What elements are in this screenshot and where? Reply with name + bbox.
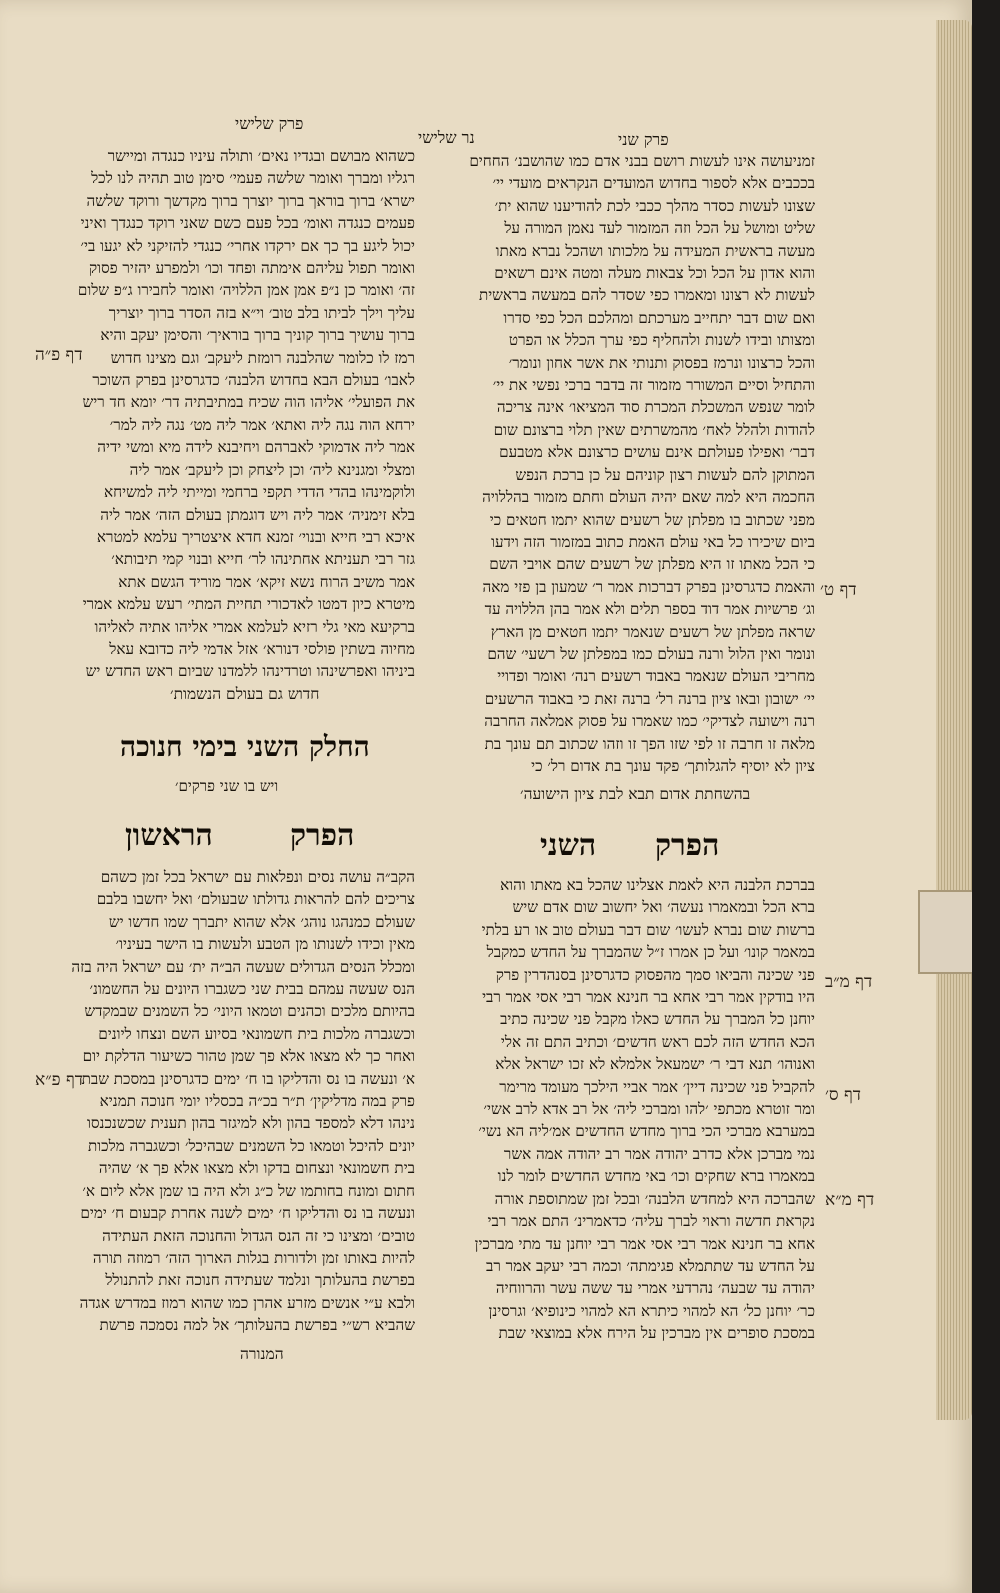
text-line: ומכלל הנסים הגדולים שעשה הב״ה ית׳ עם ישראל היה בזה [71, 957, 415, 976]
text-line: וג׳ פרשיות אמר דוד בספר תלים ולא אמר בהן הללויה עד [484, 600, 815, 619]
perek-heading-left-word-b: הראשון [125, 818, 213, 853]
text-line: במאמר קונו׳ ועל כן אמרו ז״ל שהמברך על החדש כמקבל [486, 943, 815, 962]
text-line: גזר רבי תעניתא אחתינהו לר׳ חייא ובנוי קמי תיבותא׳ [111, 550, 415, 569]
right-column-top [445, 150, 815, 777]
text-line: ישרא׳ ברוך בוראך ברוך יוצרך ברוך מקדשך ורוקד שלשה [86, 191, 415, 210]
section-title: החלק השני בימי חנוכה [120, 730, 370, 763]
text-line: ואם שום דבר יתחייב מערכתם ומהלכם הכל כפי סדרו [503, 308, 815, 327]
text-line: זה׳ ואומר כן נ״פ אמן אמן הללויה׳ ואומר לחבירו ג״פ שלום [77, 281, 415, 300]
text-line: שליט ומושל על הכל וזה המזמור לעד נאמן המורה על [504, 219, 815, 238]
margin-note: דף ס׳ [825, 1085, 861, 1105]
text-line: החכמה היא למה שאם יהיה העולם וחתם מזמור בהללויה [482, 488, 815, 507]
text-line: אמר ליה אדמוקי לאברהם ויחיבנא לידה מיא ומשי ידיה [97, 438, 415, 457]
text-line: יהודה עד שבעה׳ נהרדעי אמרי עד ששה עשר והרווחיה [495, 1279, 815, 1298]
text-line: מיטרא כיון דמטו לאדכורי תחיית המתי׳ רעש עלמא אמרי [82, 595, 415, 614]
left-column-bottom-closing-line: המנורה [240, 1345, 284, 1363]
text-line: לאבו׳ בעולם הבא בחדוש הלבנה׳ כדגרסינן בפרק השוכר [92, 371, 415, 390]
text-line: להיות באותו זמן ולדורות בגלות הארוך הזה׳ רמוזה תורה [92, 1248, 415, 1267]
right-column-bottom [445, 874, 815, 1345]
text-line: מחיוה בשתין פולסי דנורא׳ אזל אדמי ליה כדובא עאל [109, 639, 415, 658]
right-column-closing-line: בהשחתת אדום תבא לבת ציון הישועה׳ [520, 785, 751, 803]
text-line: נמי מברכן אלא כדרב יהודה אמר רב יהודה אמה אשר [503, 1144, 815, 1163]
text-line: איכא רבי חייא ובנוי׳ זמנא חדא איצטריך עלמא למטרא [96, 527, 415, 546]
perek-heading-right-word-a: הפרק [655, 828, 720, 863]
page-edges [936, 20, 972, 1420]
text-line: לעשות לא רצונו ומאמרו כפי שסדר להם במעשה בראשית [478, 286, 815, 305]
text-line: בהיותם מלכים וכהנים וטמאו היוני׳ כל השמנים שבמקדש [84, 1002, 415, 1021]
perek-heading-right-word-b: השני [540, 828, 597, 863]
clip-tab [918, 890, 972, 974]
text-line: מפני שכתוב בו מפלתן של רשעים שהוא יתמו חטאים כי [489, 510, 815, 529]
text-line: זמניעושה אינו לעשות רושם בבני אדם כמו שהושבנ׳ החחים [469, 152, 815, 170]
text-line: רגליו ומברך ואומר שלשה פעמי׳ סימן טוב תהיה לנו לכל [91, 169, 415, 188]
text-line: יי׳ ישובון ובאו ציון ברנה רל׳ ברנה זאת כי באבוד הרשעים [484, 689, 815, 708]
text-line: היו בודקין אמר רבי אחא בר חנינא אמר רבי אסי אמר רבי [482, 988, 815, 1007]
text-line: ונעשה בו נס והדליקו ח׳ ימים לשנה אחרת קבעום ח׳ ימים [80, 1204, 415, 1223]
text-line: עליך וילך לביתו בלב טוב׳ וי״א בזה הסדר ברוך יוצריך [108, 303, 415, 322]
running-header-left: פרק שלישי [235, 114, 304, 133]
text-line: רנה וישועה לצדיקי׳ כמו שאמרו על פסוק אמלאה החרבה [484, 712, 815, 731]
left-column-bottom [70, 866, 415, 1337]
text-line: רמז לו כלומר שהלבנה רומזת ליעקב׳ וגם מצינו חדוש [110, 348, 415, 367]
text-line: ואנוהו׳ תנא דבי ר׳ ישמעאל אלמלא לא זכו ישראל אלא [495, 1055, 815, 1074]
text-line: ואחר כך לא מצאו אלא פך שמן טהור כשיעור הדלקת יום [82, 1047, 415, 1066]
text-line: ברקיעא מאי גלי רזיא לעלמא אמרי אליהו אתיה לאליהו [94, 617, 415, 636]
text-line: יוחנן כל המברך על החדש כאלו מקבל פני שכינה כתיב [500, 1010, 815, 1029]
text-line: הנס שעשה עמהם בבית שני כשגברו היונים על החשמונ׳ [89, 980, 415, 999]
left-column-closing-line: חדוש גם בעולם הנשמות׳ [170, 685, 320, 703]
text-line: פעמים כנגדה ואומ׳ בכל פעם כשם שאני רוקד כנגדך ואיני [80, 214, 415, 233]
text-line: פרק במה מדליקין׳ ת״ר בכ״ה בכסליו יומי חנוכה תמניא [99, 1092, 415, 1111]
text-line: לומר שנפש המשכלת המכרת סוד המציאו׳ אינה צריכה [496, 398, 815, 417]
text-line: ביניהו ואפרשינהו וטרדינהו ללמדנו שביום ראש החדש יש [85, 662, 415, 681]
text-line: צריכים להם להראות גדולתו שבעולם׳ ואל יחשבו בלבם [96, 890, 415, 909]
running-header-center: נר שלישי [418, 128, 475, 147]
text-line: הכא החדש הזה לכם ראש חדשים׳ וכתיב התם זה אלי [500, 1032, 815, 1051]
text-line: מלאה זו חרבה זו לפי שזו הפך זו וזהו שכתוב תם עונך בת [484, 734, 815, 753]
text-line: ביום שיכירו כל באי עולם האמת כתוב במזמור הזה וידעו [491, 532, 815, 551]
text-line: ציון לא יוסיף להגלותך׳ פקד עונך בת אדום רל׳ כי [531, 756, 815, 775]
text-line: ומצותו ובידו לשנות ולהחליף כפי ערך הכלל או הפרט [508, 331, 815, 350]
text-line: ונומר ואין הלול ורנה בעולם כמו במפלתן של רשעי׳ שהם [487, 644, 815, 663]
text-line: והתחיל וסיים המשורר מזמור זה בדבר ברכי נפשי את יי׳ [492, 376, 815, 395]
margin-note: דף מ״ב [825, 972, 873, 992]
text-line: דבר׳ ואפילו פעולתם אינם עושים כרצונם אלא מטבעם [499, 443, 815, 462]
text-line: ואומר תפול עליהם אימתה ופחד וכו׳ ולמפרע יהזיר פסוק [88, 259, 415, 278]
text-line: נינהו דלא למספד בהון ולא למיגזר בהון תענית שכשנכנסו [87, 1114, 415, 1133]
text-line: מאין וכידו לשנותו מן הטבע ולעשות בו הישר בעיניו׳ [115, 935, 415, 954]
text-line: שהביא רש״י בפרשת בהעלותך׳ אל למה נסמכה פרשת [99, 1316, 415, 1335]
text-line: שהברכה היא למחדש הלבנה׳ ובכל זמן שמתוספת אורה [494, 1189, 815, 1208]
running-header-right: פרק שני [618, 130, 669, 149]
text-line: כשהוא מבושם ובגדיו נאים׳ ותולה עיניו כנגדה ומיישר [107, 147, 415, 165]
left-column-top [70, 145, 415, 683]
text-line: והכל כרצונו ונרמז בפסוק ותנותי את אשר אחון ונומר׳ [508, 353, 815, 372]
text-line: להקביל פני שכינה דיין׳ אמר אביי הילכך מעומד מרימר [499, 1077, 815, 1096]
text-line: יכול ליגע בך כך אם ירקדו אחרי׳ כנגדי להזיקני לא יגעו בי׳ [80, 236, 415, 255]
text-line: במסכת סופרים אין מברכין על הירח אלא במוצאי שבת [498, 1324, 815, 1343]
text-line: וכשגברה מלכות בית חשמונאי בסיוע השם ונצחו ליונים [98, 1024, 415, 1043]
text-line: מחריבי העולם שנאמר באבוד רשעים רנה׳ ואומר ופדויי [497, 667, 815, 686]
text-line: והוא אדון על הכל וכל צבאות מעלה ומטה אינם רשאים [494, 264, 815, 283]
text-line: אמר משיב הרוח נשא זיקא׳ אמר מוריד הגשם אתא [118, 572, 415, 591]
margin-note: דף מ״א [825, 1190, 875, 1210]
text-line: ומר זוטרא מכתפי ׳להו ומברכי ליה׳ אל רב אדא לרב אשי׳ [483, 1100, 815, 1119]
text-line: שעולם כמנהגו נוהג׳ אלא שהוא יתברך שמו חדשו יש [108, 912, 415, 931]
text-line: בככבים אלא לספור בחדוש המועדים הנקראים מועדי יי׳ [492, 174, 815, 193]
text-line: כר׳ יוחנן כל׳ הא למהוי כיתרא הא למהוי כינופיא׳ וגרסינן [488, 1301, 815, 1320]
perek-heading-left-word-a: הפרק [290, 818, 355, 853]
text-line: על החדש עד שתתמלא פגימתה׳ וכמה רבי יעקב אמר רב [486, 1256, 815, 1275]
text-line: הקב״ה עושה נסים ונפלאות עם ישראל בכל זמן כשהם [100, 868, 415, 886]
text-line: ברא הכל ובמאמרו נעשה׳ ואל יחשוב שום אדם שיש [512, 898, 815, 917]
text-line: חתום ומונח בחותמו של כ״ג ולא היה בו שמן אלא ליום א׳ [82, 1181, 415, 1200]
text-line: שראה מפלתן של רשעים שנאמר יתמו חטאים מן הארץ [490, 622, 815, 641]
text-line: מעשה בראשית המעידה על מלכותו ושהכל נברא מאתו [495, 241, 815, 260]
text-line: פני שכינה והביאו סמך מהפסוק כדגרסינן בסנהדרין פרק [495, 965, 815, 984]
text-line: ירחא הוה נגה ליה ואתא׳ אמר ליה מט׳ נגה ליה למר׳ [109, 415, 415, 434]
text-line: ולבא ע״י אנשים מזרע אהרן כמו שהוא רמוז במדרש אגדה [79, 1293, 415, 1312]
margin-note: דף פ״ה [35, 345, 83, 365]
text-line: והאמת כדגרסינן בפרק דברכות אמר ר׳ שמעון בן פזי מאה [482, 577, 815, 596]
text-line: בברכת הלבנה היא לאמת אצלינו שהכל בא מאתו והוא [500, 876, 815, 894]
text-line: טובים׳ ומצינו כי זה הנס הגדול והחנוכה הזאת העתידה [102, 1226, 415, 1245]
text-line: ברוך עושיך ברוך קוניך ברוך בוראיך׳ והסימן יעקב והיא [100, 326, 415, 345]
text-line: נקראת חדשה וראוי לברך עליה׳ כדאמרינ׳ התם אמר רבי [487, 1212, 815, 1231]
section-subtitle: ויש בו שני פרקים׳ [175, 777, 279, 795]
text-line: א׳ ונעשה בו נס והדליקו בו ח׳ ימים כדגרסינן במסכת שבת [81, 1069, 415, 1088]
text-line: במאמרו ברא שחקים וכו׳ באי מחדש החדשים לומר לנו [497, 1167, 815, 1186]
text-line: בית חשמונאי ונצחום בדקו ולא מצאו אלא פך א׳ שהיה [98, 1159, 415, 1178]
text-line: בפרשת בהעלותך ונלמד שעתידה חנוכה זאת להתנולל [105, 1271, 415, 1290]
text-line: כי הכל מאתו זו היא מפלתן של רשעים שהם אויבי השם [489, 555, 815, 574]
text-line: בלא זימניה׳ אמר ליה ויש דוגמתן בעולם הזה׳ אמר ליה [100, 505, 415, 524]
text-line: המתוקן להם לעשות רצון קוניהם על כן ברכת הנפש [515, 465, 815, 484]
margin-note: דף ט׳ [820, 580, 857, 600]
text-line: ומצלי ומגנינא ליה׳ וכן ליצחק וכן ליעקב׳ אמר ליה [129, 460, 415, 479]
text-line: ולוקמינהו בהדי הדדי תקפי ברחמי ומייתי ליה למשיחא [104, 483, 415, 502]
margin-note: דף פ״א [35, 1070, 83, 1090]
text-line: אחא בר חנינא אמר רבי אסי אמר רבי יוחנן עד מתי מברכין [474, 1234, 815, 1253]
text-line: במערבא מברכי הכי ברוך מחדש החדשים אמ׳ליה הא נשי׳ [478, 1122, 815, 1141]
text-line: להודות ולהלל לאח׳ מהמשרתים שאין תלוי ברצונם שום [493, 420, 815, 439]
text-line: שצונו לעשות כסדר מהלך ככבי לכת להודיענו שהוא ית׳ [494, 196, 815, 215]
text-line: ברשות שום נברא לעשו׳ שום דבר בעולם טוב או רע בלתי [481, 920, 815, 939]
text-line: יונים להיכל וטמאו כל השמנים שבהיכל׳ וכשגברה מלכות [88, 1136, 415, 1155]
text-line: את הפועלי׳ אליהו הוה שכיח במתיבתיה דר׳ יומא חד ריש [82, 393, 415, 412]
